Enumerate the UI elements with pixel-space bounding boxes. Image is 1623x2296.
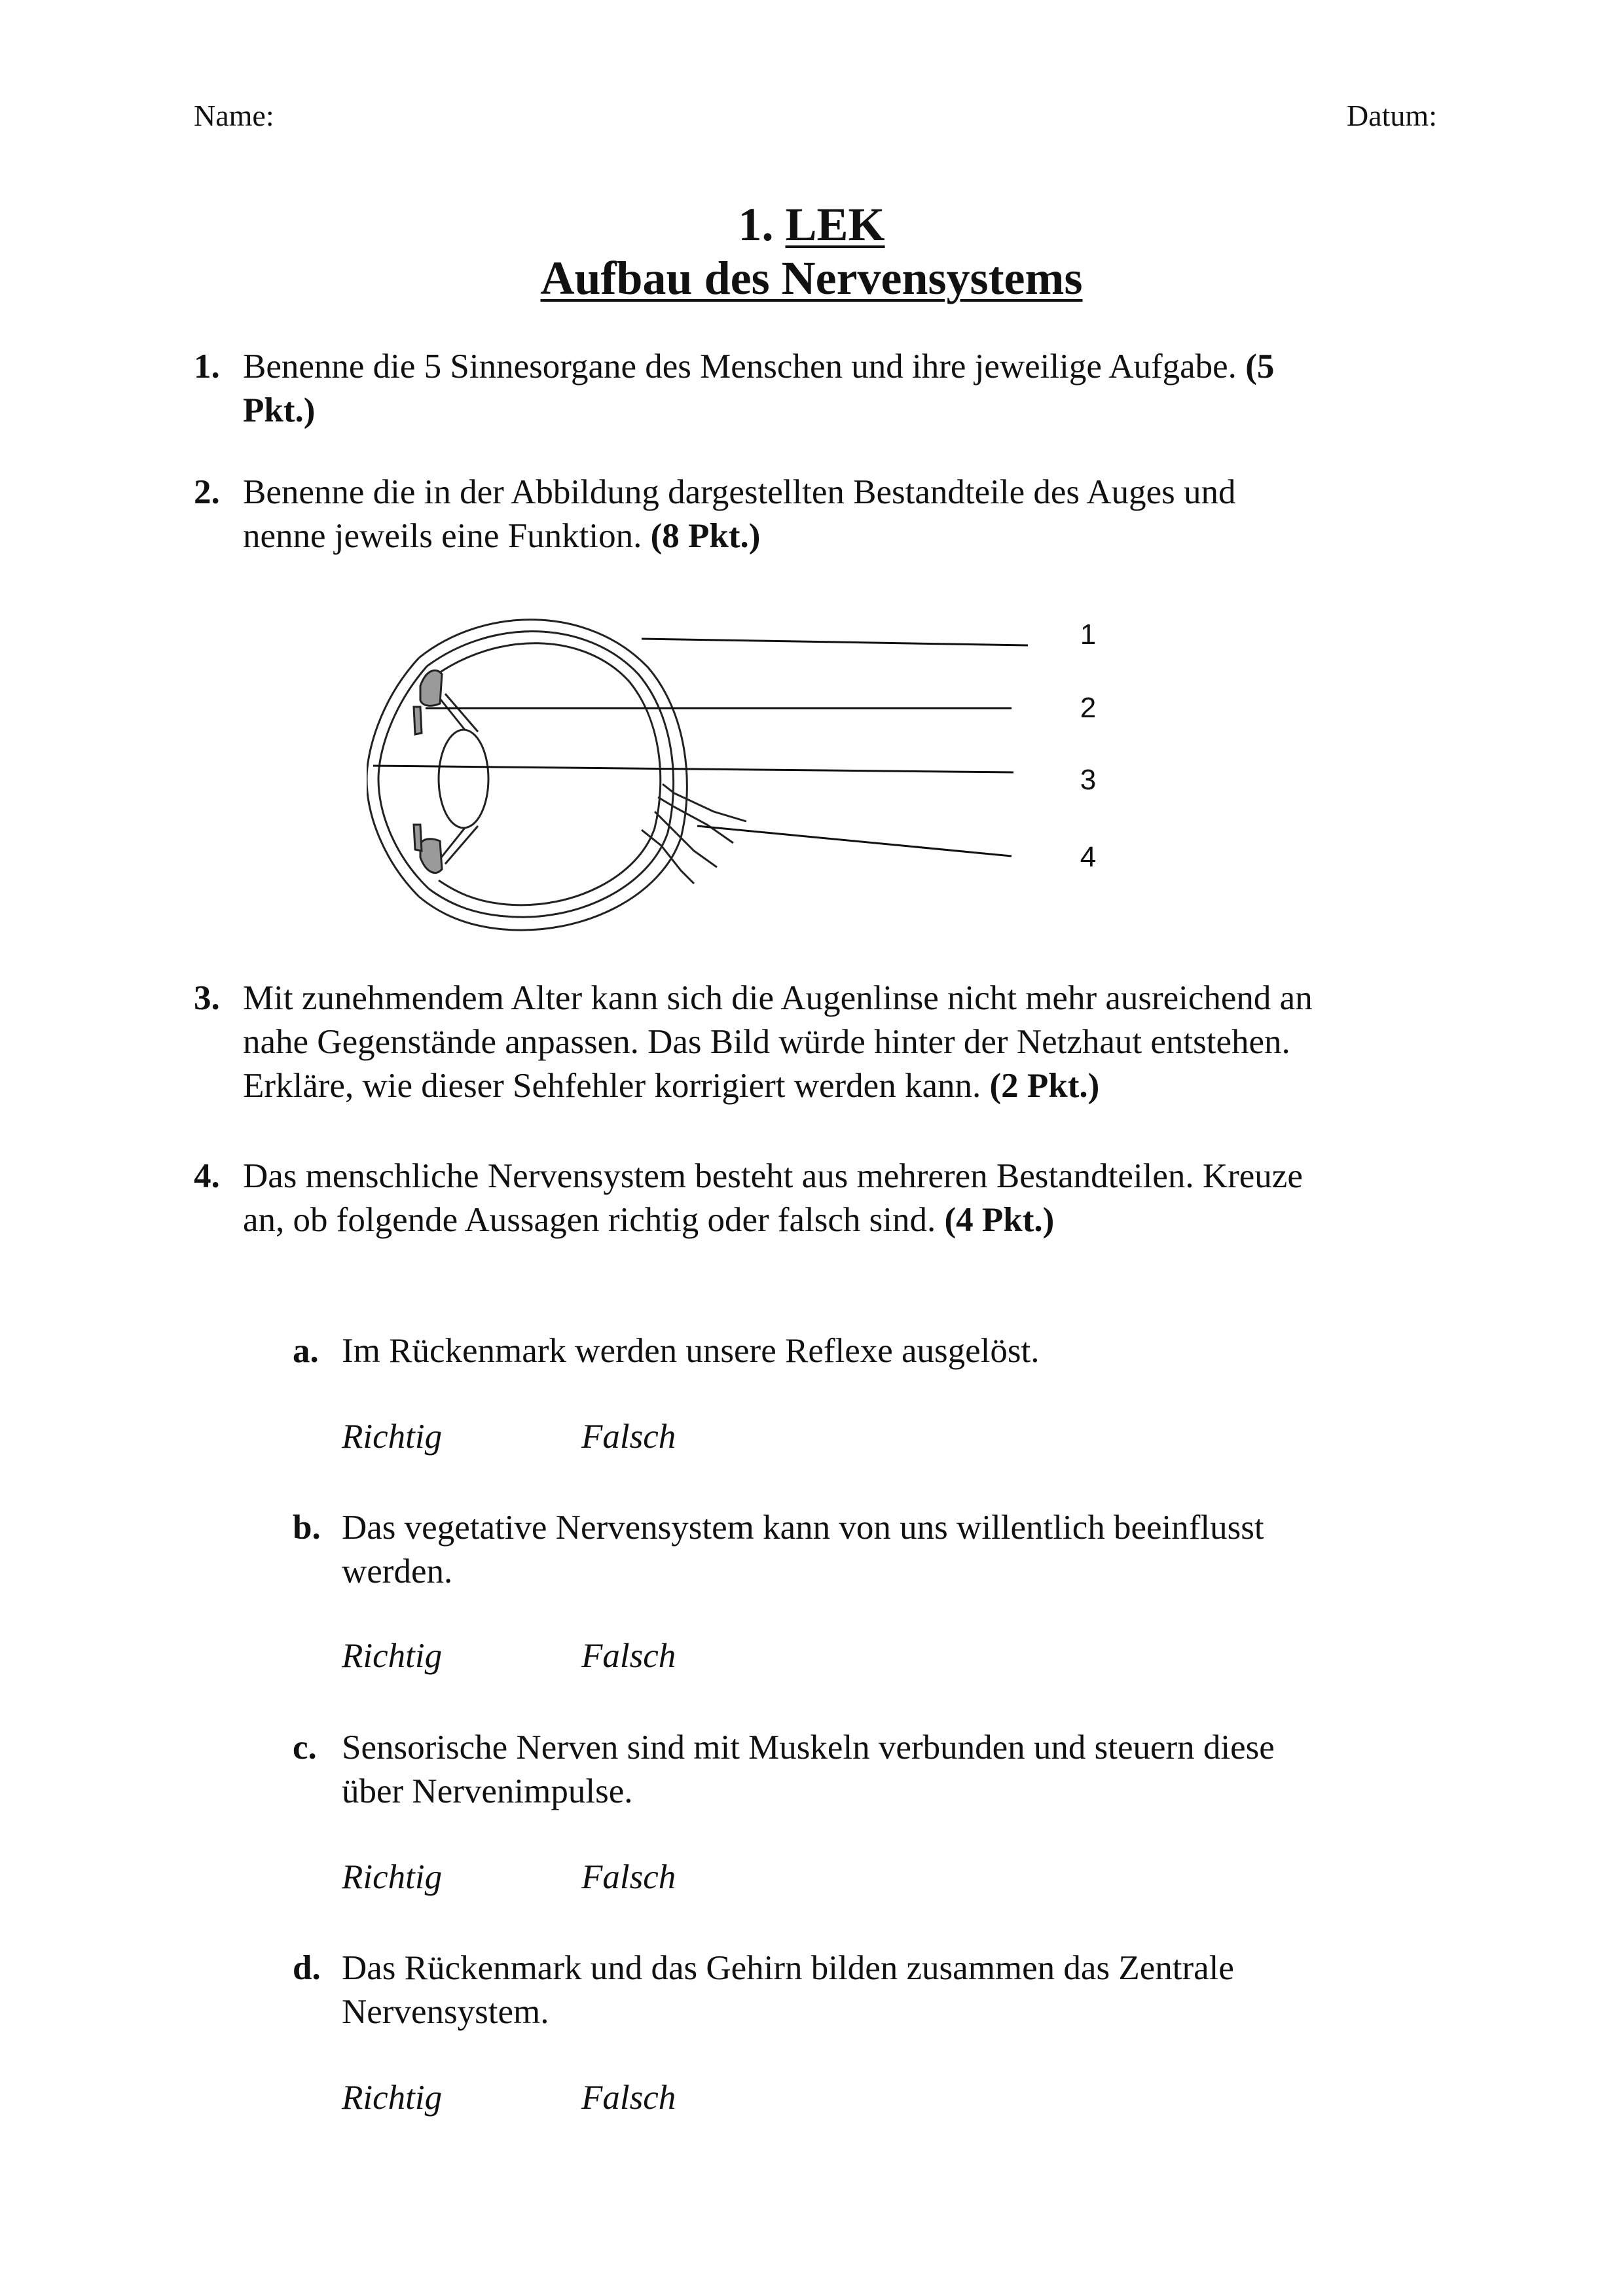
title-word: LEK	[785, 198, 885, 251]
question-line: nahe Gegenstände anpassen. Das Bild würde hinter der Netzhaut entstehen.	[243, 1023, 1290, 1061]
option-falsch-c[interactable]: Falsch	[581, 1858, 676, 1896]
eye-label-2: 2	[1080, 692, 1097, 724]
question-points-continued: Pkt.)	[243, 391, 316, 429]
question-line: Mit zunehmendem Alter kann sich die Augenlinse nicht mehr ausreichend an	[243, 979, 1313, 1017]
option-falsch-b[interactable]: Falsch	[581, 1637, 676, 1675]
statement-text: Sensorische Nerven sind mit Muskeln verbunden und steuern diese über Nervenimpulse.	[342, 1729, 1275, 1810]
option-richtig-d[interactable]: Richtig	[342, 2079, 443, 2117]
eye-diagram	[367, 589, 1152, 942]
question-points: (2 Pkt.)	[989, 1067, 1100, 1105]
eye-label-4: 4	[1080, 841, 1097, 873]
option-falsch-a[interactable]: Falsch	[581, 1418, 676, 1456]
name-field-label: Name:	[194, 99, 274, 132]
question-line: Benenne die in der Abbildung dargestellten Bestandteile des Auges und	[243, 473, 1236, 511]
question-number: 1.	[194, 348, 220, 386]
question-text	[243, 1155, 1438, 1242]
statement-text: Das Rückenmark und das Gehirn bilden zusammen das Zentrale Nervensystem.	[342, 1949, 1234, 2031]
question-1	[194, 345, 1438, 437]
statement-text: Im Rückenmark werden unsere Reflexe ausgelöst.	[342, 1332, 1040, 1370]
question-4	[194, 1155, 1438, 1246]
option-falsch-d[interactable]: Falsch	[581, 2079, 676, 2117]
question-number: 2.	[194, 473, 220, 511]
question-line: nenne jeweils eine Funktion.	[243, 517, 642, 555]
statement-letter: d.	[293, 1949, 321, 1987]
statement-letter: b.	[293, 1509, 321, 1547]
statement-b	[293, 1506, 1471, 1598]
statement-letter: c.	[293, 1729, 317, 1767]
page-subtitle	[0, 251, 1623, 305]
question-points: (4 Pkt.)	[944, 1201, 1055, 1239]
statement-text: Das vegetative Nervensystem kann von uns willentlich beeinflusst werden.	[342, 1509, 1264, 1590]
question-3	[194, 977, 1438, 1114]
question-text	[243, 345, 1438, 433]
page-title	[0, 198, 1623, 251]
question-2	[194, 471, 1438, 562]
option-richtig-c[interactable]: Richtig	[342, 1858, 443, 1896]
question-text	[243, 471, 1438, 558]
question-line: Benenne die 5 Sinnesorgane des Menschen und ihre jeweilige Aufgabe.	[243, 348, 1237, 386]
eye-label-3: 3	[1080, 764, 1097, 796]
question-line: Das menschliche Nervensystem besteht aus mehreren Bestandteilen. Kreuze	[243, 1157, 1303, 1195]
statement-letter: a.	[293, 1332, 319, 1370]
option-richtig-a[interactable]: Richtig	[342, 1418, 443, 1456]
eye-label-1: 1	[1080, 619, 1097, 651]
question-line: Erkläre, wie dieser Sehfehler korrigiert werden kann.	[243, 1067, 981, 1105]
question-text	[243, 977, 1438, 1108]
statement-c	[293, 1726, 1471, 1818]
question-points: (8 Pkt.)	[650, 517, 761, 555]
statement-d	[293, 1946, 1471, 2038]
subtitle-text: Aufbau des Nervensystems	[540, 252, 1083, 304]
date-field-label: Datum:	[1347, 99, 1437, 132]
statement-a	[293, 1329, 1471, 1375]
option-richtig-b[interactable]: Richtig	[342, 1637, 443, 1675]
title-number: 1.	[738, 198, 774, 251]
question-number: 3.	[194, 979, 220, 1017]
question-points: (5	[1245, 348, 1275, 386]
question-number: 4.	[194, 1157, 220, 1195]
question-line: an, ob folgende Aussagen richtig oder falsch sind.	[243, 1201, 936, 1239]
